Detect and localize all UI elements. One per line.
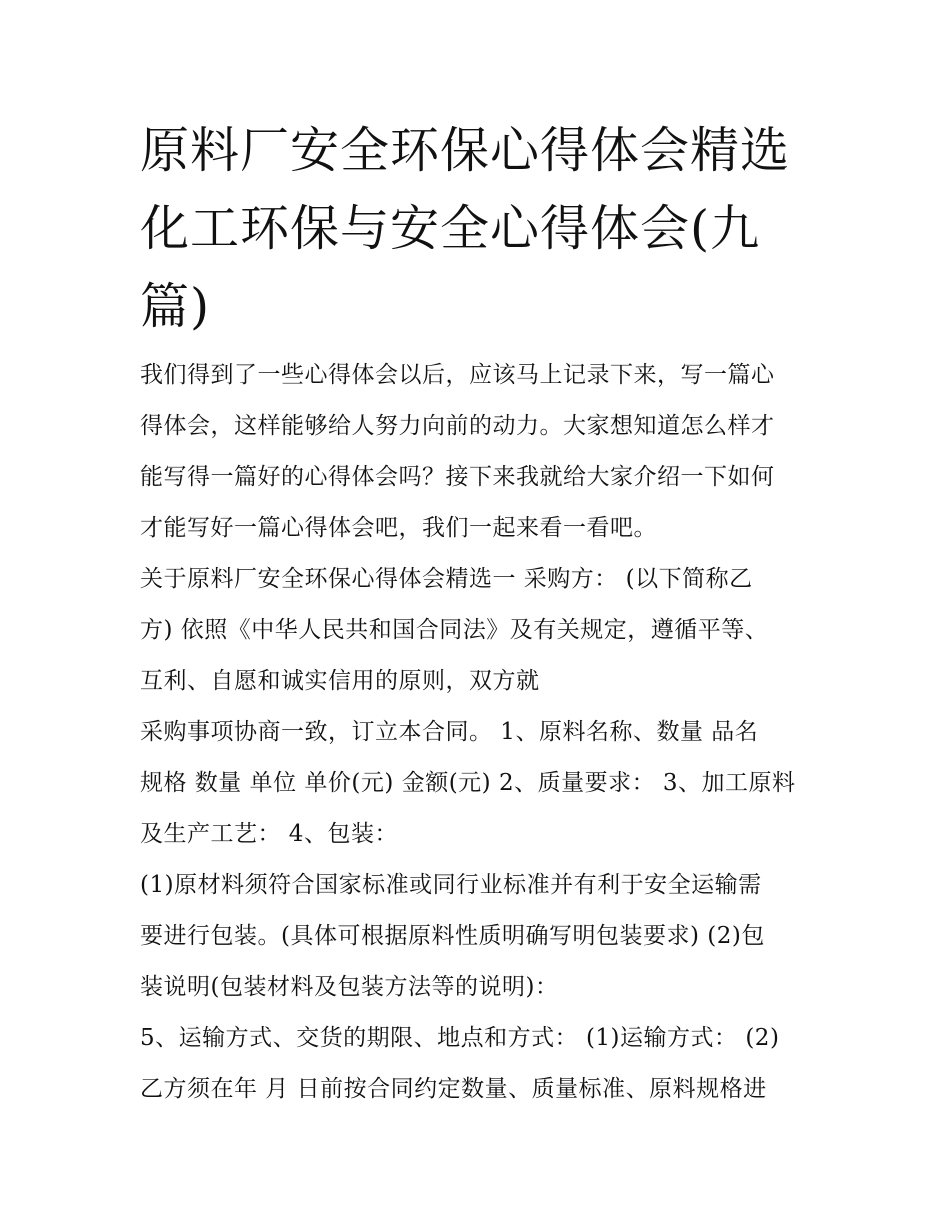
title-line: 原料厂安全环保心得体会精选 [140,122,791,179]
document-body [140,350,830,1115]
body-line: 规格 数量 单位 单价(元) 金额(元) 2、质量要求： 3、加工原料 [140,770,796,796]
body-line: (1)原材料须符合国家标准或同行业标准并有利于安全运输需 [140,872,762,898]
body-line: 得体会，这样能够给人努力向前的动力。大家想知道怎么样才 [140,413,775,439]
body-line: 才能写好一篇心得体会吧，我们一起来看一看吧。 [140,515,657,541]
title-line: 篇) [140,278,211,335]
body-line: 采购事项协商一致，订立本合同。 1、原料名称、数量 品名 [140,719,759,745]
body-line: 关于原料厂安全环保心得体会精选一 采购方： (以下简称乙 [140,566,753,592]
body-line: 互利、自愿和诚实信用的原则，双方就 [140,668,540,694]
body-line: 方) 依照《中华人民共和国合同法》及有关规定，遵循平等、 [140,617,769,643]
body-line: 能写得一篇好的心得体会吗？接下来我就给大家介绍一下如何 [140,464,775,490]
document-title [140,112,810,346]
title-line: 化工环保与安全心得体会(九 [140,200,761,257]
body-line: 5、运输方式、交货的期限、地点和方式： (1)运输方式： (2) [140,1025,780,1051]
body-line: 我们得到了一些心得体会以后，应该马上记录下来，写一篇心 [140,362,775,388]
body-line: 装说明(包装材料及包装方法等的说明)： [140,974,559,1000]
body-line: 乙方须在年 月 日前按合同约定数量、质量标准、原料规格进 [140,1076,767,1102]
body-line: 要进行包装。(具体可根据原料性质明确写明包装要求) (2)包 [140,923,765,949]
body-line: 及生产工艺： 4、包装： [140,821,398,847]
